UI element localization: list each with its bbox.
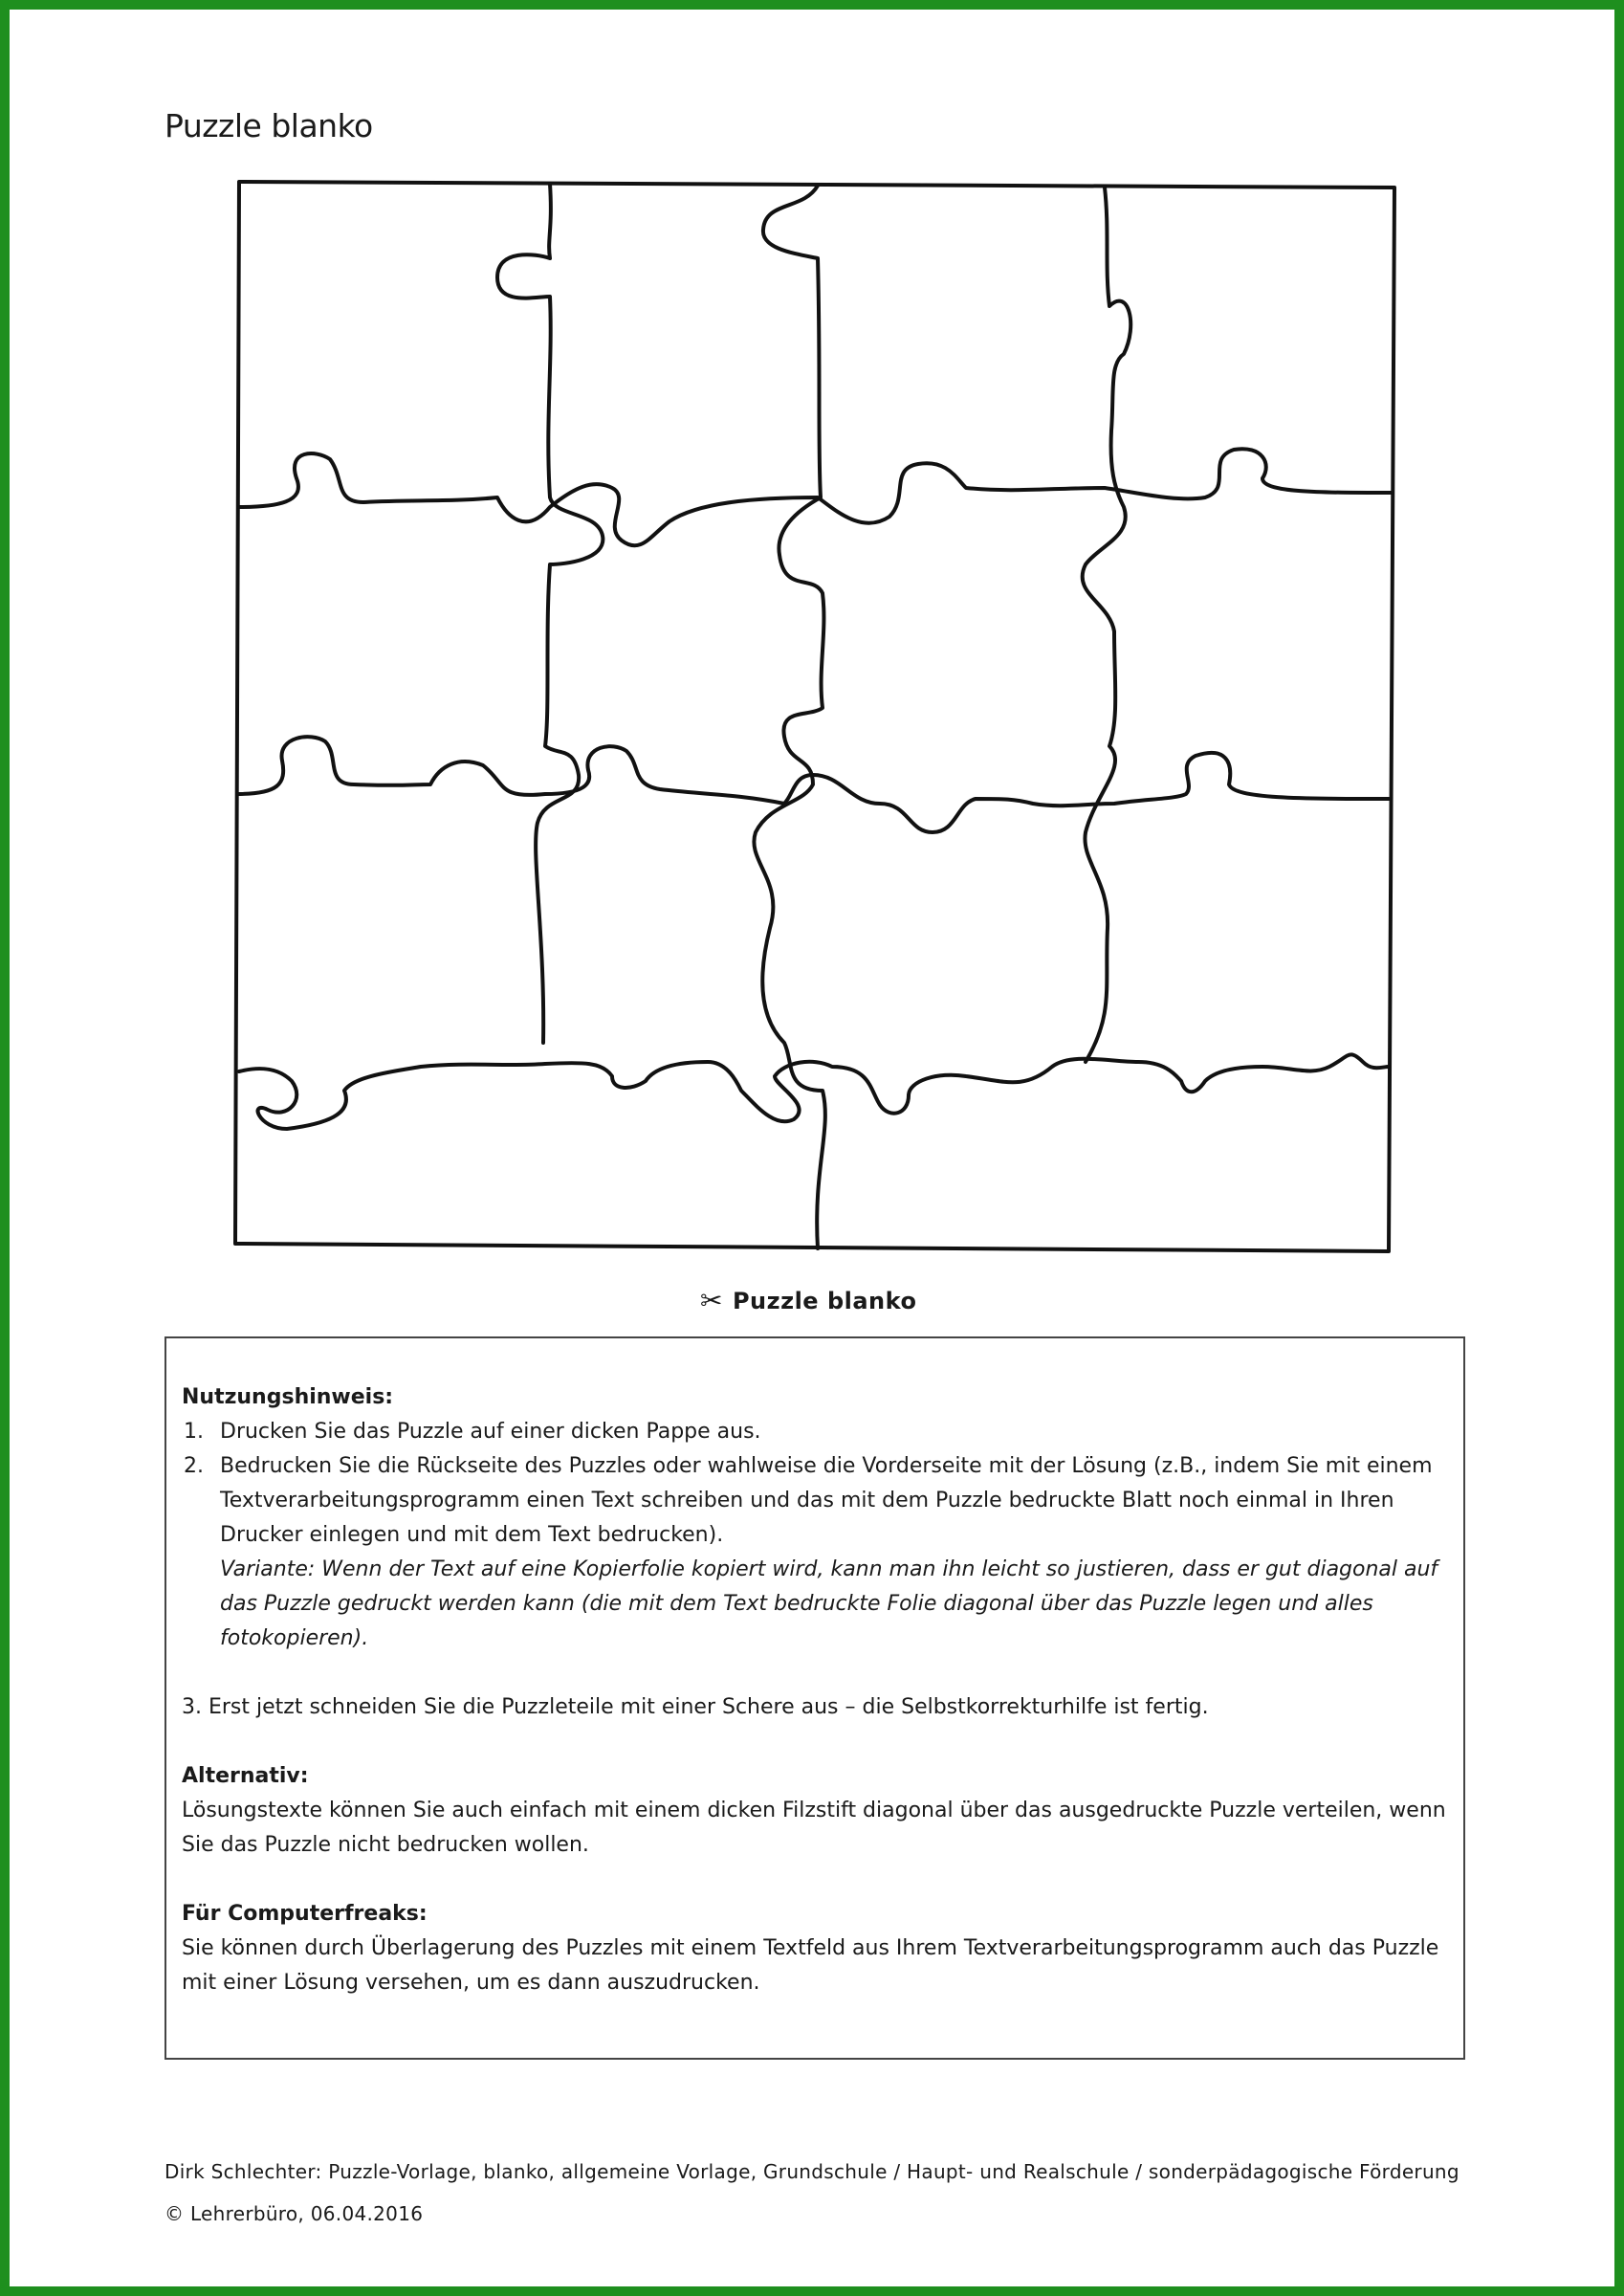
step-variant-note: Variante: Wenn der Text auf eine Kopierfolie kopiert wird, kann man ihn leicht so justieren, dass er gut diagonal auf das Puzzle gedruckt werden kann (die mit dem Text bedruckte Folie diagonal über das Puzzle legen und alles fotokopieren).	[220, 1557, 1438, 1650]
step-text: Drucken Sie das Puzzle auf einer dicken Pappe aus.	[220, 1420, 761, 1444]
usage-steps	[182, 1415, 1448, 1656]
page-footer	[165, 2151, 1459, 2235]
step-number: 2.	[184, 1454, 204, 1478]
step-text: Bedrucken Sie die Rückseite des Puzzles oder wahlweise die Vorderseite mit der Lösung (z.B., indem Sie mit einem Textverarbeitungsprogramm einen Text schreiben und das mit dem Puzzle bedruckte Blatt noch einmal in Ihren Drucker einlegen und mit dem Text bedrucken).	[220, 1454, 1433, 1547]
list-item	[182, 1449, 1448, 1656]
step-number: 1.	[184, 1420, 204, 1444]
page-title: Puzzle blanko	[165, 107, 373, 144]
alternative-text: Lösungstexte können Sie auch einfach mit einem dicken Filzstift diagonal über das ausgedruckte Puzzle verteilen, wenn Sie das Puzzle nicht bedrucken wollen.	[182, 1799, 1446, 1857]
puzzle-caption	[700, 1285, 916, 1316]
puzzle-cut-v1	[497, 184, 603, 1043]
usage-heading: Nutzungshinweis:	[182, 1385, 394, 1409]
scissors-icon: ✂	[700, 1285, 723, 1316]
computerfreaks-heading: Für Computerfreaks:	[182, 1902, 428, 1926]
caption-text: Puzzle blanko	[732, 1287, 917, 1314]
puzzle-template	[220, 172, 1406, 1263]
footer-author-line: Dirk Schlechter: Puzzle-Vorlage, blanko, allgemeine Vorlage, Grundschule / Haupt- und Realschule / sonderpädagogische Förderung	[165, 2160, 1459, 2183]
puzzle-cut-v2	[754, 186, 824, 1248]
computerfreaks-text: Sie können durch Überlagerung des Puzzles mit einem Textfeld aus Ihrem Textverarbeitungsprogramm auch das Puzzle mit einer Lösung versehen, um es dann auszudrucken.	[182, 1936, 1439, 1995]
puzzle-cut-v3	[1083, 188, 1131, 1062]
alternative-heading: Alternativ:	[182, 1764, 309, 1788]
list-item	[182, 1415, 1448, 1449]
usage-info-box	[165, 1336, 1465, 2060]
footer-copyright-line: © Lehrerbüro, 06.04.2016	[165, 2202, 424, 2225]
puzzle-cut-h1	[239, 449, 1392, 545]
step-three: 3. Erst jetzt schneiden Sie die Puzzleteile mit einer Schere aus – die Selbstkorrekturhilfe ist fertig.	[182, 1695, 1209, 1719]
